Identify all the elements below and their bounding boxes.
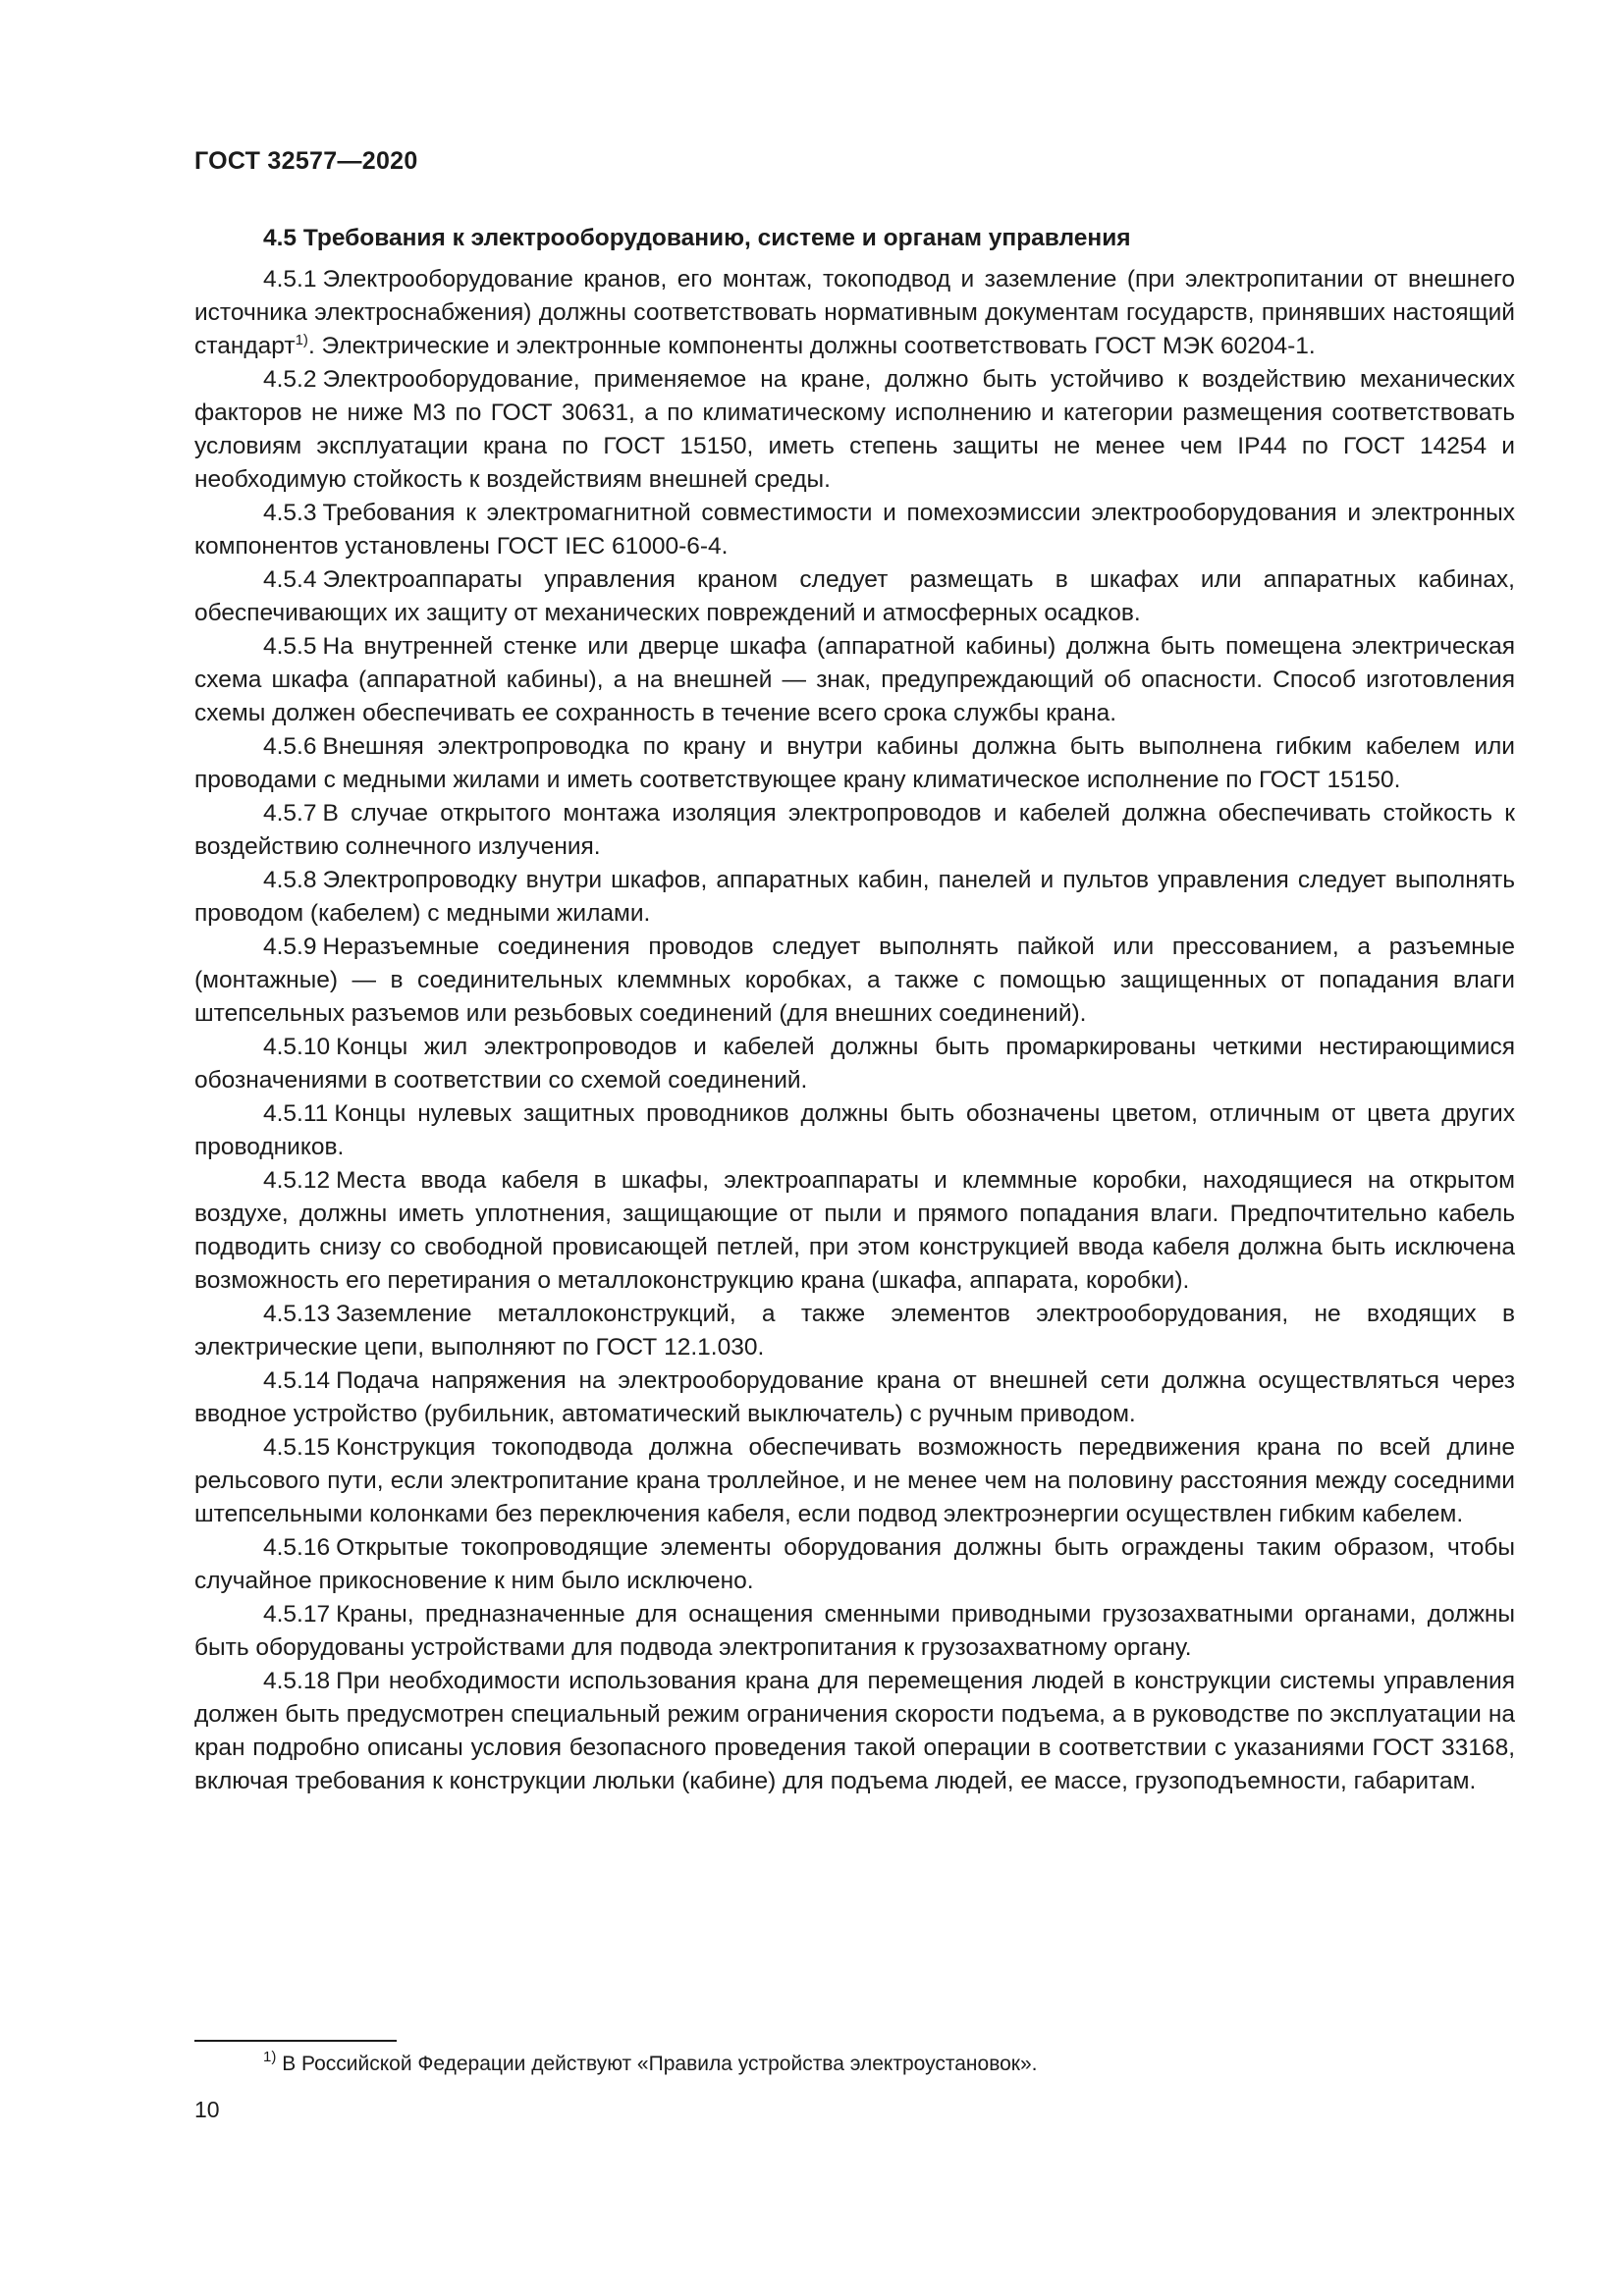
paragraph-number: 4.5.3: [263, 500, 317, 526]
footnote-divider: [194, 2040, 397, 2042]
paragraph-4-5-17: [194, 1598, 1515, 1665]
paragraph-number: 4.5.18: [263, 1668, 331, 1694]
paragraph-text: Краны, предназначенные для оснащения сменными приводными грузозахватными органами, должны быть оборудованы устройствами для подвода электропитания к грузозахватному органу.: [194, 1601, 1515, 1661]
paragraph-number: 4.5.11: [263, 1100, 329, 1127]
paragraph-text: Электрооборудование, применяемое на кране, должно быть устойчиво к воздействию механических факторов не ниже М3 по ГОСТ 30631, а по климатическому исполнению и категории размещения соответствовать условиям эксплуатации крана по ГОСТ 15150, иметь степень защиты не менее чем IP44 по ГОСТ 14254 и необходимую стойкость к воздействиям внешней среды.: [194, 366, 1515, 493]
paragraph-number: 4.5.10: [263, 1034, 331, 1060]
paragraph-4-5-3: [194, 497, 1515, 563]
paragraph-text: Концы нулевых защитных проводников должны быть обозначены цветом, отличным от цвета других проводников.: [194, 1100, 1515, 1160]
paragraph-number: 4.5.1: [263, 266, 317, 293]
paragraph-text: Электрооборудование кранов, его монтаж, токоподвод и заземление (при электропитании от внешнего источника электроснабжения) должны соответствовать нормативным документам государств, принявших настоящий стандарт: [194, 266, 1515, 359]
paragraph-text: В случае открытого монтажа изоляция электропроводов и кабелей должна обеспечивать стойкость к воздействию солнечного излучения.: [194, 800, 1515, 860]
paragraph-number: 4.5.5: [263, 633, 317, 660]
paragraph-number: 4.5.8: [263, 867, 317, 893]
paragraph-text: Конструкция токоподвода должна обеспечивать возможность передвижения крана по всей длине рельсового пути, если электропитание крана троллейное, и не менее чем на половину расстояния между соседними штепсельными колонками без переключения кабеля, если подвод электроэнергии осуществлен гибким кабелем.: [194, 1434, 1515, 1527]
paragraph-4-5-10: [194, 1031, 1515, 1097]
paragraph-text: Требования к электромагнитной совместимости и помехоэмиссии электрооборудования и электронных компонентов установлены ГОСТ IEC 61000-6-4.: [194, 500, 1515, 560]
paragraph-text: Электропроводку внутри шкафов, аппаратных кабин, панелей и пультов управления следует выполнять проводом (кабелем) с медными жилами.: [194, 867, 1515, 927]
paragraph-4-5-5: [194, 630, 1515, 730]
paragraph-4-5-15: [194, 1431, 1515, 1531]
paragraph-text: Заземление металлоконструкций, а также элементов электрооборудования, не входящих в электрические цепи, выполняют по ГОСТ 12.1.030.: [194, 1301, 1515, 1361]
paragraph-text-continued: . Электрические и электронные компоненты должны соответствовать ГОСТ МЭК 60204-1.: [307, 333, 1316, 359]
footnote-marker: 1): [263, 2049, 277, 2065]
paragraph-4-5-14: [194, 1364, 1515, 1431]
page-number: 10: [194, 2097, 220, 2122]
paragraph-text: Подача напряжения на электрооборудование крана от внешней сети должна осуществляться через вводное устройство (рубильник, автоматический выключатель) с ручным приводом.: [194, 1367, 1515, 1427]
paragraph-4-5-12: [194, 1164, 1515, 1298]
footnote: [263, 2050, 1038, 2079]
footnote-reference: 1): [295, 332, 308, 348]
paragraph-number: 4.5.12: [263, 1167, 331, 1194]
paragraph-4-5-18: [194, 1665, 1515, 1798]
paragraph-number: 4.5.17: [263, 1601, 331, 1628]
paragraph-text: На внутренней стенке или дверце шкафа (аппаратной кабины) должна быть помещена электрическая схема шкафа (аппаратной кабины), а на внешней — знак, предупреждающий об опасности. Способ изготовления схемы должен обеспечивать ее сохранность в течение всего срока службы крана.: [194, 633, 1515, 726]
document-header: ГОСТ 32577—2020: [194, 147, 418, 175]
paragraph-text: Внешняя электропроводка по крану и внутри кабины должна быть выполнена гибким кабелем или проводами с медными жилами и иметь соответствующее крану климатическое исполнение по ГОСТ 15150.: [194, 733, 1515, 793]
paragraph-text: При необходимости использования крана для перемещения людей в конструкции системы управления должен быть предусмотрен специальный режим ограничения скорости подъема, а в руководстве по эксплуатации на кран подробно описаны условия безопасного проведения такой операции в соответствии с указаниями ГОСТ 33168, включая требования к конструкции люльки (кабине) для подъема людей, ее массе, грузоподъемности, габаритам.: [194, 1668, 1515, 1794]
footnote-text: В Российской Федерации действуют «Правила устройства электроустановок».: [282, 2053, 1038, 2075]
paragraph-4-5-2: [194, 363, 1515, 497]
paragraph-number: 4.5.4: [263, 566, 317, 593]
paragraph-text: Неразъемные соединения проводов следует выполнять пайкой или прессованием, а разъемные (монтажные) — в соединительных клеммных коробках, а также с помощью защищенных от попадания влаги штепсельных разъемов или резьбовых соединений (для внешних соединений).: [194, 934, 1515, 1027]
paragraph-text: Концы жил электропроводов и кабелей должны быть промаркированы четкими нестирающимися обозначениями в соответствии со схемой соединений.: [194, 1034, 1515, 1094]
paragraph-4-5-7: [194, 797, 1515, 864]
paragraph-number: 4.5.6: [263, 733, 317, 760]
paragraph-number: 4.5.16: [263, 1534, 331, 1561]
paragraph-number: 4.5.7: [263, 800, 317, 827]
paragraph-number: 4.5.14: [263, 1367, 331, 1394]
paragraph-number: 4.5.9: [263, 934, 317, 960]
paragraph-4-5-4: [194, 563, 1515, 630]
paragraph-4-5-9: [194, 931, 1515, 1031]
paragraph-text: Места ввода кабеля в шкафы, электроаппараты и клеммные коробки, находящиеся на открытом воздухе, должны иметь уплотнения, защищающие от пыли и прямого попадания влаги. Предпочтительно кабель подводить снизу со свободной провисающей петлей, при этом конструкцией ввода кабеля должна быть исключена возможность его перетирания о металлоконструкцию крана (шкафа, аппарата, коробки).: [194, 1167, 1515, 1294]
paragraph-number: 4.5.2: [263, 366, 317, 393]
document-body: [194, 222, 1515, 1798]
paragraph-4-5-1: [194, 263, 1515, 363]
paragraph-4-5-8: [194, 864, 1515, 931]
paragraph-number: 4.5.13: [263, 1301, 331, 1327]
paragraph-text: Электроаппараты управления краном следует размещать в шкафах или аппаратных кабинах, обеспечивающих их защиту от механических повреждений и атмосферных осадков.: [194, 566, 1515, 626]
paragraph-4-5-16: [194, 1531, 1515, 1598]
paragraph-4-5-11: [194, 1097, 1515, 1164]
paragraph-number: 4.5.15: [263, 1434, 331, 1461]
paragraph-4-5-13: [194, 1298, 1515, 1364]
paragraph-4-5-6: [194, 730, 1515, 797]
paragraph-text: Открытые токопроводящие элементы оборудования должны быть ограждены таким образом, чтобы случайное прикосновение к ним было исключено.: [194, 1534, 1515, 1594]
section-title: 4.5 Требования к электрооборудованию, системе и органам управления: [263, 225, 1131, 251]
